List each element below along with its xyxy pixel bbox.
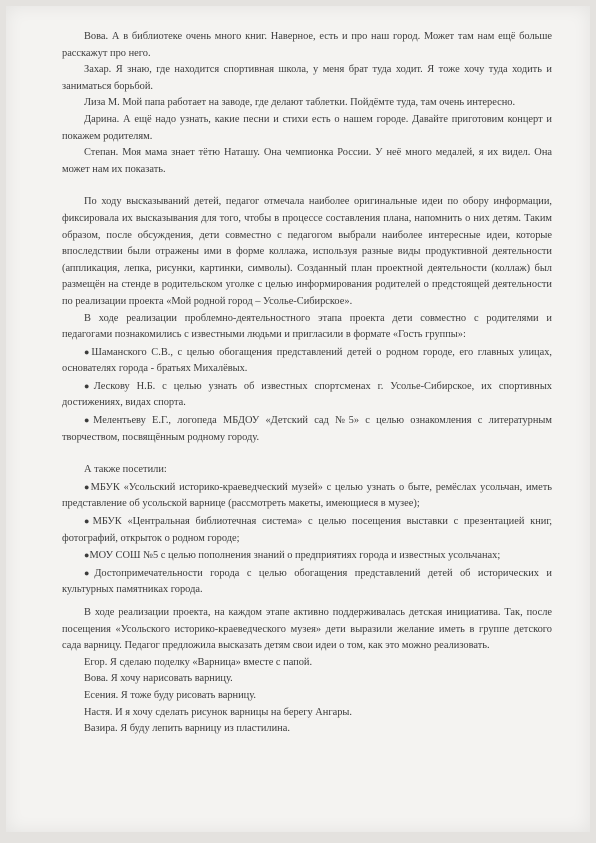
visit-item: ●Достопримечательности города с целью обогащения представлений детей об исторических и культурных памятниках города. (62, 567, 552, 596)
paragraph-ideas: По ходу высказываний детей, педагог отмечала наиболее оригинальные идеи по обору информации, фиксировала их высказывания для того, чтобы в процессе составления плана, напомнить о них детям. Таким образом, после обсуждения, дети совместно с педагогом выбрали наиболее интересные идеи, которые впоследствии были отражены ими в форме коллажа, используя разные виды продуктивной деятельности (аппликация, лепка, рисунки, картинки, символы). Созданный план проектной деятельности (коллаж) был размещён на стенде в родительском уголке с целью информирования родителей о предстоящей деятельности по реализации проекта «Мой родной город – Усолье-Сибирское». (62, 196, 552, 307)
bullet-icon: ● (84, 567, 95, 578)
visit-item: ●МБУК «Усольский историко-краеведческий музей» с целью узнать о быте, ремёслах усольчан, иметь представление об усольской варнице (рассмотреть макеты, имеющиеся в музее); (62, 481, 553, 510)
dialogue-line: Степан. Моя мама знает тётю Наташу. Она чемпионка России. У неё много медалей, я их видел. Она может нам их показать. (62, 147, 552, 175)
dialogue-line: Дарина. А ещё надо узнать, какие песни и стихи есть о нашем городе. Давайте приготовим концерт и покажем родителям. (62, 113, 552, 142)
document-page (6, 6, 590, 832)
dialogue-line: Настя. И я хочу сделать рисунок варницы на берегу Ангары. (84, 706, 353, 718)
bullet-icon: ● (84, 481, 91, 492)
guest-item: ●Лескову Н.Б. с целью узнать об известных спортсменах г. Усолье-Сибирское, их спортивных достижениях, видах спорта. (62, 380, 552, 409)
document-text (62, 29, 552, 738)
dialogue-line: Есения. Я тоже буду рисовать варницу. (84, 689, 256, 701)
bullet-icon: ● (84, 516, 93, 527)
bullet-icon: ● (84, 550, 90, 561)
dialogue-line: Егор. Я сделаю поделку «Варница» вместе с папой. (84, 656, 313, 668)
visit-item: ●МОУ СОШ №5 с целью пополнения знаний о предприятиях города и известных усольчанах; (84, 550, 501, 562)
dialogue-line: Вазира. Я буду лепить варницу из пластилина. (84, 723, 290, 735)
bullet-icon: ● (84, 346, 92, 357)
bullet-icon: ● (84, 415, 94, 426)
dialogue-line: Вова. А в библиотеке очень много книг. Наверное, есть и про наш город. Может там нам ещё больше расскажут про него. (62, 31, 552, 59)
dialogue-line: Вова. Я хочу нарисовать варницу. (84, 673, 233, 685)
bullet-icon: ● (84, 380, 94, 391)
paragraph-initiative: В ходе реализации проекта, на каждом этапе активно поддерживалась детская инициатива. Так, после посещения «Усольского историко-краеведческого музея» дети выразили желание иметь в группе детского сада варницу. Педагог предложила высказать детям свои идеи о том, как это можно реализовать. (62, 607, 552, 652)
dialogue-line: Лиза М. Мой папа работает на заводе, где делают таблетки. Пойдёмте туда, там очень интересно. (84, 97, 516, 109)
visit-item: ●МБУК «Центральная библиотечная система» с целью посещения выставки с презентацией книг, фотографий, открыток о родном городе; (62, 516, 552, 544)
paragraph-stage: В ходе реализации проблемно-деятельностного этапа проекта дети совместно с родителями и педагогами познакомились с известными людьми и пригласили в формате «Гость группы»: (62, 312, 552, 341)
guest-item: ●Мелентьеву Е.Г., логопеда МБДОУ «Детский сад №5» с целью ознакомления с литературным творчеством, посвящённым родному городу. (62, 415, 552, 443)
guest-item: ●Шаманского С.В., с целью обогащения представлений детей о родном городе, его главных улицах, основателях города - братьях Михалёвых. (62, 346, 552, 375)
also-visited-heading: А также посетили: (84, 464, 167, 476)
dialogue-line: Захар. Я знаю, где находится спортивная школа, у меня брат туда ходит. Я тоже хочу туда ходить и заниматься борьбой. (62, 64, 552, 92)
